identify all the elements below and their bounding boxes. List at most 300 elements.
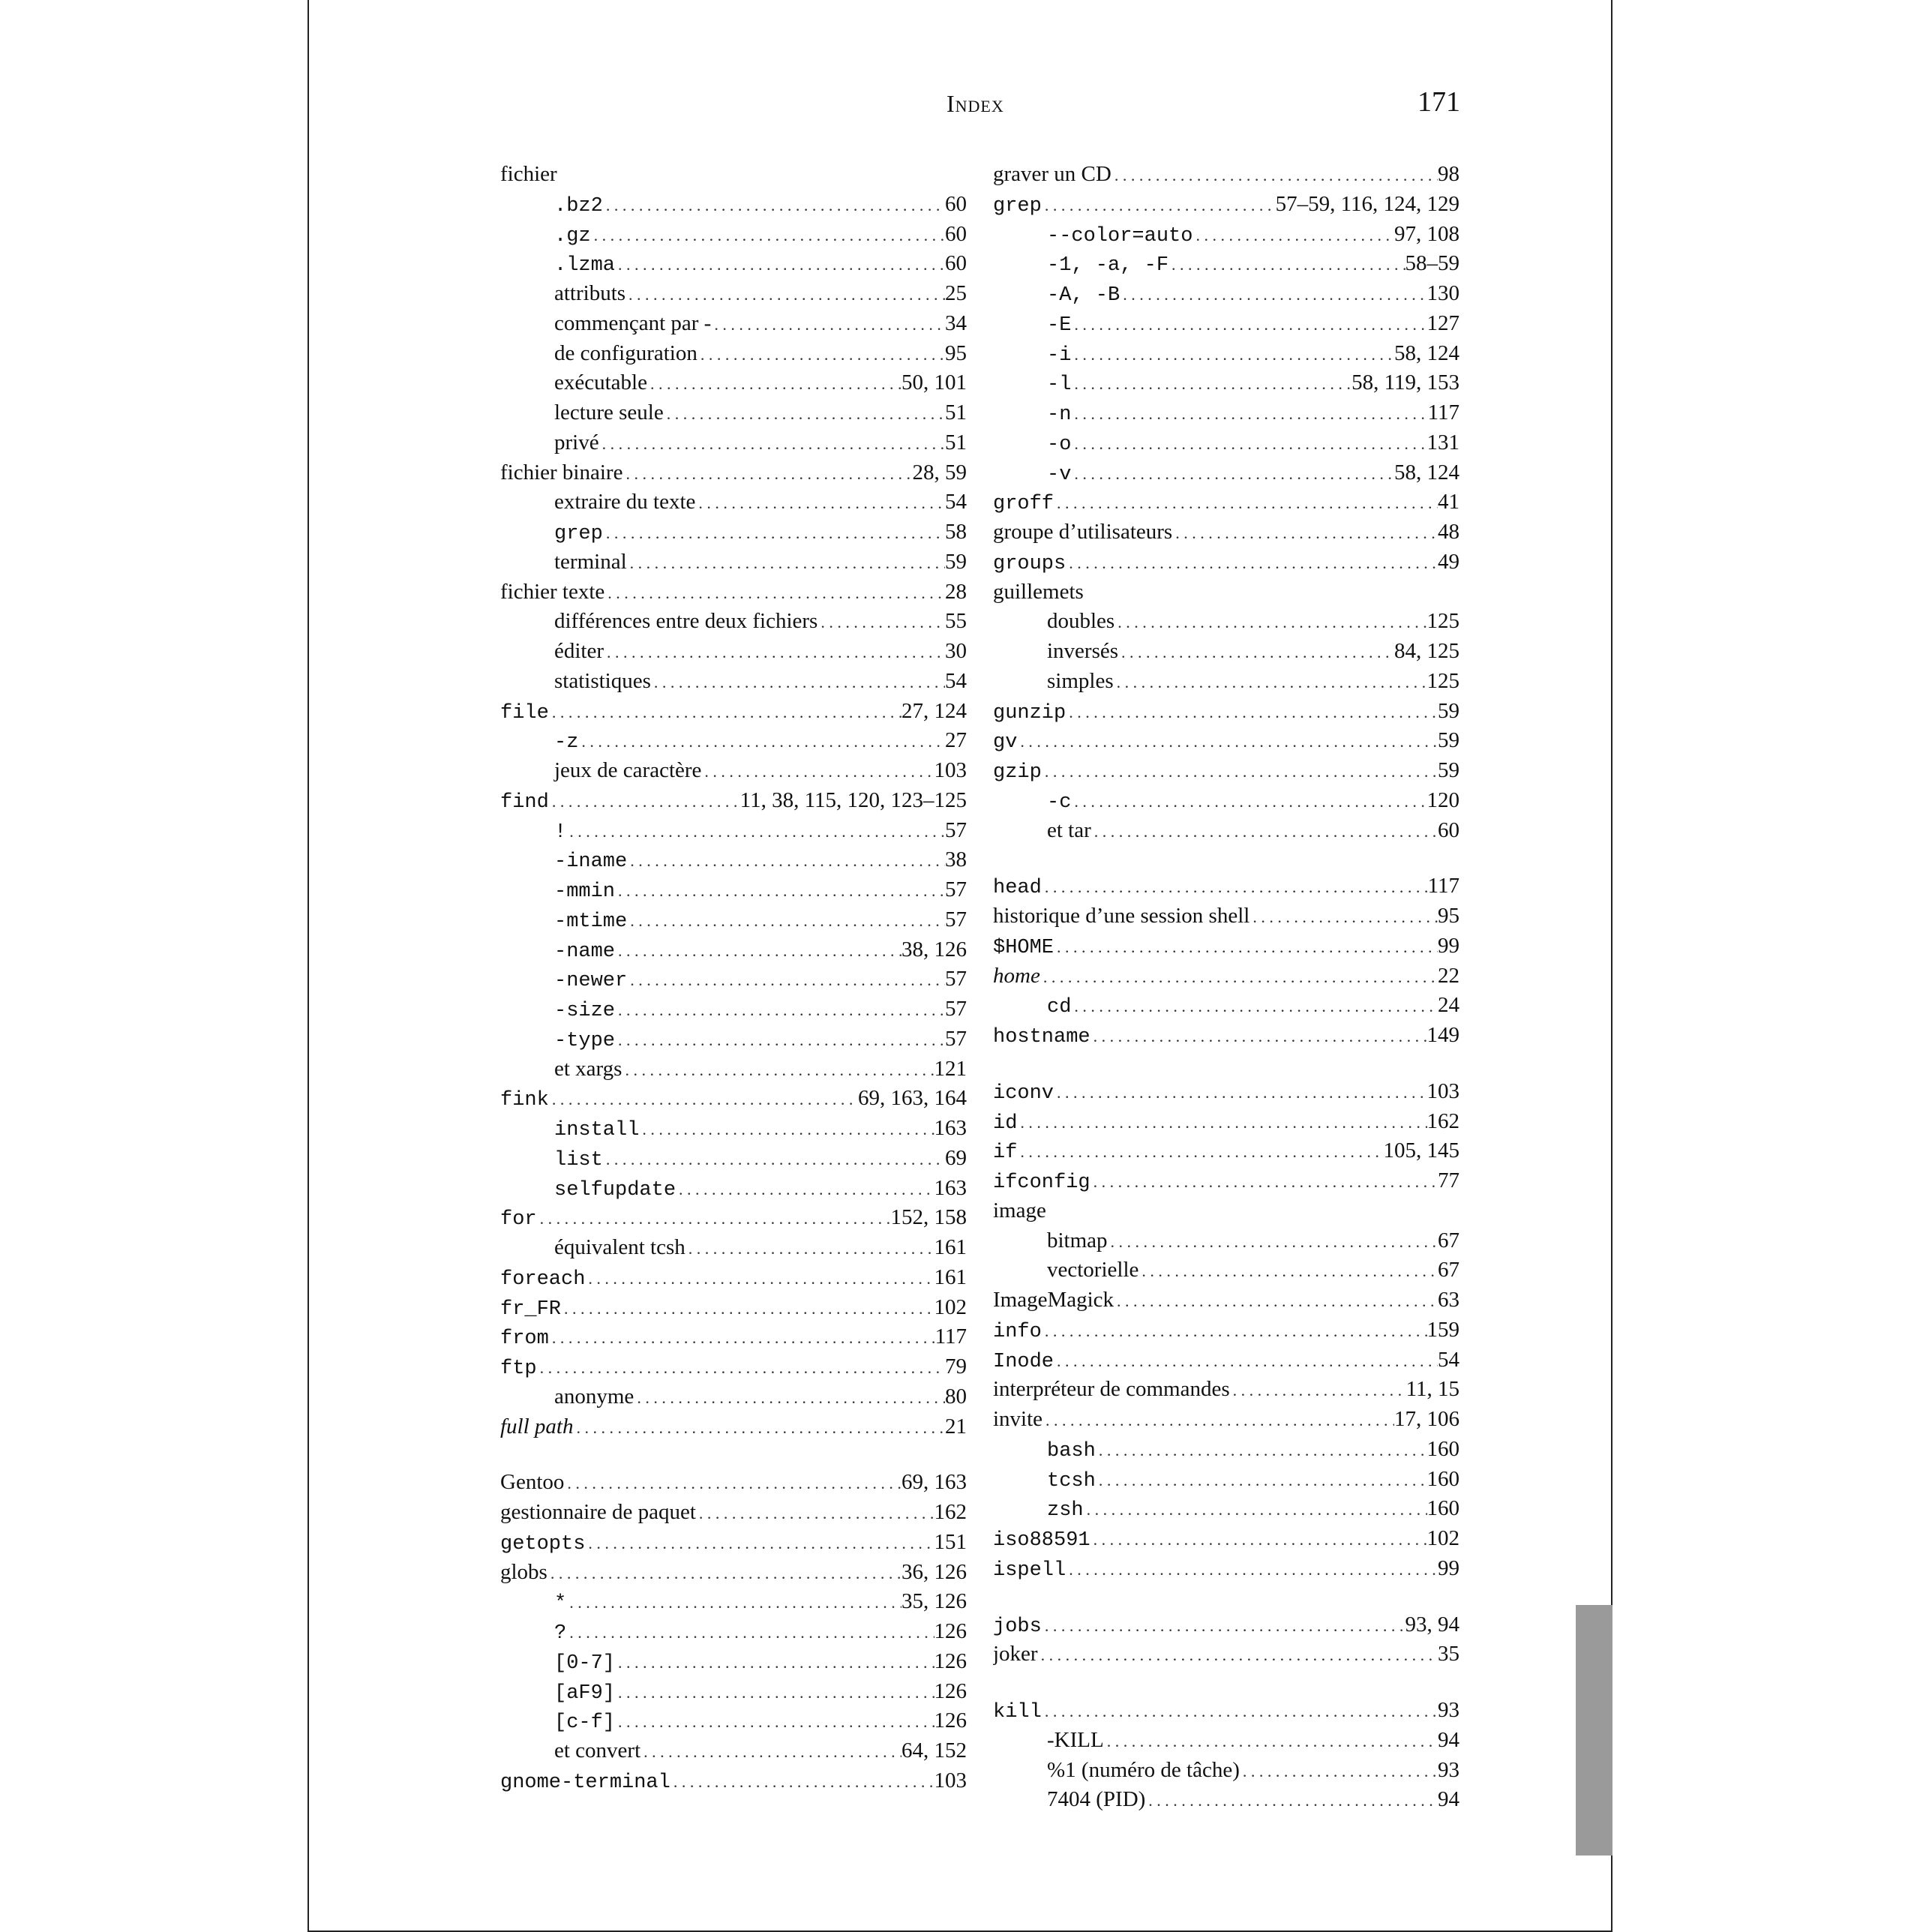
- index-page-refs: 24: [1438, 993, 1460, 1018]
- dot-leader: [599, 428, 945, 458]
- dot-leader: [537, 1203, 891, 1233]
- index-term: -1, -a, -F: [1047, 254, 1169, 278]
- dot-leader: [640, 1736, 902, 1766]
- index-entry: [500, 1468, 967, 1498]
- index-page-refs: 102: [934, 1294, 967, 1319]
- index-page-refs: 162: [1426, 1108, 1460, 1133]
- index-page-refs: 58, 124: [1394, 340, 1460, 365]
- dot-leader: [1120, 279, 1426, 309]
- dot-leader: [615, 935, 902, 965]
- index-term: invite: [993, 1407, 1043, 1431]
- index-term: getopts: [500, 1532, 586, 1556]
- index-entry: [993, 398, 1460, 428]
- index-entry: [993, 1465, 1460, 1495]
- index-entry: [500, 1054, 967, 1084]
- index-page-refs: 95: [1438, 904, 1460, 928]
- index-entry: [500, 190, 967, 220]
- index-entry: [993, 1405, 1460, 1435]
- index-page-refs: 57: [945, 818, 967, 842]
- dot-leader: [1071, 991, 1438, 1021]
- index-page-refs: 95: [945, 340, 967, 365]
- index-term: fichier: [500, 162, 557, 186]
- index-entry: [993, 1726, 1460, 1756]
- index-page-refs: 59: [1438, 728, 1460, 753]
- index-page-refs: 97, 108: [1394, 221, 1460, 246]
- index-term: historique d’une session shell: [993, 904, 1250, 928]
- dot-leader: [561, 1293, 934, 1323]
- dot-leader: [647, 368, 902, 398]
- index-page-refs: 69, 163, 164: [858, 1086, 967, 1111]
- index-term: image: [993, 1198, 1046, 1222]
- index-entry: [993, 1375, 1460, 1405]
- index-entry: [993, 667, 1460, 697]
- index-entry: [993, 1494, 1460, 1524]
- dot-leader: [627, 548, 945, 578]
- index-term: -E: [1047, 314, 1072, 337]
- index-entry: [993, 1524, 1460, 1554]
- index-term: -i: [1047, 344, 1072, 367]
- index-term: gzip: [993, 761, 1042, 784]
- index-entry: [993, 339, 1460, 369]
- dot-leader: [1138, 1256, 1438, 1286]
- index-entry: [500, 279, 967, 309]
- index-entry: [993, 1346, 1460, 1376]
- index-entry: [500, 1293, 967, 1323]
- index-term: iconv: [993, 1082, 1054, 1105]
- index-page-refs: 80: [945, 1384, 967, 1408]
- dot-leader: [1192, 220, 1394, 250]
- index-term: -v: [1047, 463, 1072, 486]
- index-page-refs: 120: [1426, 788, 1460, 812]
- index-term: .gz: [554, 224, 591, 248]
- index-page-refs: 57: [945, 967, 967, 992]
- index-entry: [500, 1498, 967, 1528]
- dot-leader: [578, 726, 945, 756]
- index-entry: [500, 1322, 967, 1352]
- index-entry: [500, 339, 967, 369]
- index-entry: [993, 1435, 1460, 1465]
- dot-leader: [1017, 1136, 1383, 1166]
- index-page-refs: 102: [1426, 1526, 1460, 1550]
- index-entry: [993, 932, 1460, 962]
- index-term: -o: [1047, 433, 1072, 456]
- index-term: groups: [993, 552, 1066, 575]
- dot-leader: [1168, 249, 1405, 279]
- dot-leader: [1172, 518, 1438, 548]
- dot-leader: [1071, 309, 1426, 339]
- index-term: [0-7]: [554, 1652, 616, 1675]
- index-term: full path: [500, 1414, 574, 1438]
- dot-leader: [604, 637, 945, 667]
- index-term: anonyme: [554, 1384, 634, 1408]
- index-term: .lzma: [554, 254, 616, 278]
- dot-leader: [585, 1528, 934, 1558]
- index-entry: [500, 548, 967, 578]
- index-page-refs: 48: [1438, 520, 1460, 544]
- index-term: cd: [1047, 996, 1072, 1019]
- dot-leader: [1042, 872, 1428, 902]
- index-entry: [993, 1554, 1460, 1584]
- index-term: gunzip: [993, 701, 1066, 724]
- dot-leader: [1090, 1166, 1438, 1196]
- index-page-refs: 60: [1438, 818, 1460, 842]
- index-page-refs: 59: [1438, 758, 1460, 782]
- index-entry: [993, 548, 1460, 578]
- index-term: grep: [993, 194, 1042, 218]
- index-term: -name: [554, 940, 616, 963]
- index-page-refs: 58, 119, 153: [1352, 370, 1460, 395]
- dot-leader: [537, 1352, 945, 1382]
- index-page-refs: 161: [934, 1264, 967, 1289]
- index-page-refs: 60: [945, 251, 967, 276]
- dot-leader: [615, 1647, 934, 1677]
- index-entry: [500, 488, 967, 518]
- index-entry: [500, 816, 967, 846]
- dot-leader: [698, 339, 945, 369]
- dot-leader: [651, 667, 945, 697]
- dot-leader: [603, 1144, 945, 1174]
- index-entry: [993, 1256, 1460, 1286]
- dot-leader: [627, 845, 945, 875]
- index-page-refs: 160: [1426, 1496, 1460, 1521]
- index-term: *: [554, 1592, 567, 1616]
- index-entry: [500, 220, 967, 250]
- thumb-index-tab: [1576, 1605, 1612, 1856]
- index-term: -type: [554, 1029, 616, 1052]
- index-entry: [500, 458, 967, 488]
- dot-leader: [1054, 1346, 1438, 1376]
- dot-leader: [549, 786, 740, 816]
- dot-leader: [615, 994, 945, 1024]
- dot-leader: [615, 1677, 934, 1707]
- index-term: groupe d’utilisateurs: [993, 520, 1173, 544]
- index-entry: [500, 1144, 967, 1174]
- index-page-refs: 57: [945, 878, 967, 902]
- index-entry: [500, 578, 967, 608]
- index-term: home: [993, 963, 1040, 988]
- index-entry: [500, 1352, 967, 1382]
- dot-leader: [627, 905, 945, 935]
- index-page-refs: 60: [945, 191, 967, 216]
- index-entry: [500, 935, 967, 965]
- dot-leader: [615, 249, 945, 279]
- index-term: -size: [554, 1000, 616, 1022]
- index-page-refs: 162: [934, 1500, 967, 1524]
- index-term: ftp: [500, 1358, 537, 1380]
- index-entry: [500, 845, 967, 875]
- dot-leader: [634, 1382, 945, 1412]
- index-term: inversés: [1047, 639, 1119, 663]
- index-entry: [993, 428, 1460, 458]
- index-page-refs: 60: [945, 221, 967, 246]
- index-term: privé: [554, 430, 599, 454]
- dot-leader: [1042, 1696, 1438, 1726]
- dot-leader: [1066, 548, 1438, 578]
- index-page-refs: 79: [945, 1354, 967, 1378]
- index-term: interpréteur de commandes: [993, 1377, 1230, 1402]
- dot-leader: [1230, 1375, 1406, 1405]
- index-entry: [993, 578, 1460, 608]
- index-term: ifconfig: [993, 1172, 1090, 1194]
- index-term: kill: [993, 1701, 1042, 1724]
- index-entry: [993, 1640, 1460, 1670]
- index-page-refs: 130: [1426, 281, 1460, 305]
- index-page-refs: 59: [1438, 698, 1460, 723]
- index-page-refs: 41: [1438, 490, 1460, 514]
- index-letter-gap: [993, 1051, 1460, 1077]
- dot-leader: [1091, 816, 1438, 846]
- index-entry: [993, 1136, 1460, 1166]
- index-entry: [500, 667, 967, 697]
- index-entry: [993, 1021, 1460, 1051]
- index-entry: [500, 368, 967, 398]
- index-entry: [500, 726, 967, 756]
- index-term: if: [993, 1142, 1018, 1165]
- index-term: statistiques: [554, 668, 651, 693]
- index-page-refs: 152, 158: [890, 1205, 967, 1230]
- index-term: -n: [1047, 404, 1072, 426]
- index-term: exécutable: [554, 370, 647, 395]
- index-entry: [500, 1233, 967, 1263]
- dot-leader: [686, 1233, 934, 1263]
- dot-leader: [604, 578, 945, 608]
- index-term: -KILL: [1047, 1727, 1104, 1752]
- index-term: --color=auto: [1047, 224, 1193, 248]
- index-entry: [500, 249, 967, 279]
- index-page-refs: 93, 94: [1405, 1612, 1460, 1636]
- index-entry: [993, 726, 1460, 756]
- index-term: [c-f]: [554, 1712, 616, 1735]
- index-page-refs: 98: [1438, 162, 1460, 186]
- index-page-refs: 99: [1438, 1556, 1460, 1580]
- index-page-refs: 11, 15: [1406, 1377, 1460, 1402]
- dot-leader: [1071, 368, 1352, 398]
- index-term: grep: [554, 523, 603, 545]
- index-page-refs: 38: [945, 848, 967, 872]
- index-page-refs: 57: [945, 1026, 967, 1051]
- index-page-refs: 28, 59: [912, 460, 967, 484]
- index-page-refs: 51: [945, 400, 967, 424]
- index-entry: [993, 637, 1460, 667]
- index-term: doubles: [1047, 609, 1115, 634]
- dot-leader: [549, 697, 902, 727]
- index-page-refs: 161: [934, 1235, 967, 1259]
- index-page-refs: 121: [934, 1056, 967, 1081]
- index-entry: [993, 1785, 1460, 1815]
- index-entry: [500, 1382, 967, 1412]
- index-term: from: [500, 1328, 549, 1351]
- index-entry: [500, 398, 967, 428]
- dot-leader: [627, 964, 945, 994]
- dot-leader: [566, 1617, 934, 1647]
- dot-leader: [711, 309, 945, 339]
- index-term: graver un CD: [993, 162, 1112, 186]
- running-head: Index: [946, 90, 1004, 117]
- index-entry: [500, 1174, 967, 1204]
- index-entry: [500, 1766, 967, 1796]
- index-term: éditer: [554, 639, 604, 663]
- index-page-refs: 127: [1426, 310, 1460, 335]
- index-entry: [500, 1677, 967, 1707]
- index-page-refs: 27: [945, 728, 967, 753]
- index-term: ispell: [993, 1558, 1066, 1582]
- dot-leader: [1042, 1610, 1406, 1640]
- index-term: zsh: [1047, 1499, 1084, 1522]
- index-page-refs: 54: [945, 668, 967, 693]
- dot-leader: [549, 1084, 858, 1114]
- index-term: commençant par -: [554, 310, 712, 335]
- dot-leader: [626, 279, 945, 309]
- index-page-refs: 64, 152: [902, 1738, 967, 1762]
- index-entry: [993, 962, 1460, 992]
- index-entry: [993, 488, 1460, 518]
- index-term: $HOME: [993, 936, 1054, 959]
- index-page-refs: 93: [1438, 1698, 1460, 1722]
- index-page-refs: 149: [1426, 1023, 1460, 1047]
- index-page-refs: 69, 163: [902, 1470, 967, 1495]
- dot-leader: [1042, 190, 1276, 220]
- index-entry: [993, 1077, 1460, 1107]
- index-term: gestionnaire de paquet: [500, 1500, 696, 1524]
- index-entry: [500, 1706, 967, 1736]
- index-entry: [500, 1587, 967, 1617]
- dot-leader: [1114, 667, 1427, 697]
- index-term: gv: [993, 731, 1018, 754]
- index-page-refs: 125: [1426, 668, 1460, 693]
- index-entry: [993, 991, 1460, 1021]
- dot-leader: [1071, 428, 1426, 458]
- index-page-refs: 160: [1426, 1466, 1460, 1491]
- index-entry: [993, 872, 1460, 902]
- index-page-refs: 54: [945, 490, 967, 514]
- index-term: -mtime: [554, 910, 628, 933]
- index-page-refs: 63: [1438, 1288, 1460, 1312]
- index-page-refs: 55: [945, 609, 967, 634]
- index-entry: [500, 1114, 967, 1144]
- index-entry: [500, 1528, 967, 1558]
- dot-leader: [1054, 932, 1438, 962]
- index-term: et convert: [554, 1738, 641, 1762]
- index-term: attributs: [554, 281, 626, 305]
- index-entry: [993, 1286, 1460, 1316]
- index-entry: [500, 1024, 967, 1054]
- index-page-refs: 126: [934, 1648, 967, 1673]
- index-entry: [500, 1558, 967, 1588]
- index-term: -iname: [554, 850, 628, 874]
- index-term: 7404 (PID): [1047, 1787, 1146, 1812]
- index-letter-gap: [993, 1670, 1460, 1696]
- index-page-refs: 159: [1426, 1317, 1460, 1342]
- dot-leader: [1104, 1726, 1438, 1756]
- dot-leader: [1071, 398, 1427, 428]
- index-column-left: [500, 160, 967, 1796]
- index-page-refs: 57–59, 116, 124, 129: [1275, 191, 1460, 216]
- index-term: for: [500, 1208, 537, 1232]
- dot-leader: [1042, 1316, 1427, 1346]
- index-page-refs: 93: [1438, 1757, 1460, 1782]
- index-entry: [500, 1203, 967, 1233]
- dot-leader: [548, 1558, 902, 1588]
- index-page-refs: 17, 106: [1394, 1407, 1460, 1431]
- index-page-refs: 67: [1438, 1228, 1460, 1252]
- index-term: id: [993, 1112, 1018, 1135]
- index-term: head: [993, 877, 1042, 900]
- index-term: %1 (numéro de tâche): [1047, 1757, 1240, 1782]
- index-page-refs: 103: [934, 758, 967, 782]
- index-entry: [500, 607, 967, 637]
- index-page-refs: 131: [1426, 430, 1460, 454]
- dot-leader: [639, 1114, 934, 1144]
- index-term: -l: [1047, 374, 1072, 397]
- index-entry: [993, 607, 1460, 637]
- dot-leader: [1066, 697, 1438, 727]
- index-entry: [500, 875, 967, 905]
- index-entry: [993, 1196, 1460, 1226]
- index-page-refs: 163: [934, 1175, 967, 1200]
- dot-leader: [670, 1766, 934, 1796]
- index-page-refs: 59: [945, 549, 967, 574]
- dot-leader: [615, 875, 945, 905]
- index-term: fink: [500, 1089, 549, 1112]
- index-column-right: [993, 160, 1460, 1815]
- index-term: différences entre deux fichiers: [554, 609, 818, 634]
- index-entry: [500, 1617, 967, 1647]
- index-letter-gap: [993, 1584, 1460, 1610]
- index-entry: [500, 994, 967, 1024]
- index-term: !: [554, 820, 567, 844]
- dot-leader: [1071, 339, 1394, 369]
- index-page-refs: 151: [934, 1529, 967, 1554]
- dot-leader: [622, 1054, 934, 1084]
- index-term: bash: [1047, 1439, 1096, 1462]
- index-page-refs: 36, 126: [902, 1559, 967, 1584]
- index-entry: [993, 518, 1460, 548]
- dot-leader: [1090, 1524, 1427, 1554]
- dot-leader: [549, 1322, 935, 1352]
- index-entry: [993, 220, 1460, 250]
- index-term: -newer: [554, 970, 628, 993]
- dot-leader: [1040, 962, 1438, 992]
- index-entry: [993, 1316, 1460, 1346]
- index-term: fichier binaire: [500, 460, 623, 484]
- index-page-refs: 103: [934, 1768, 967, 1792]
- index-page-refs: 27, 124: [902, 698, 967, 723]
- index-page-refs: 57: [945, 907, 967, 932]
- index-entry: [500, 428, 967, 458]
- index-page-refs: 105, 145: [1383, 1138, 1460, 1163]
- index-term: guillemets: [993, 579, 1084, 604]
- index-term: install: [554, 1119, 640, 1142]
- index-page-refs: 54: [1438, 1347, 1460, 1372]
- index-term: iso88591: [993, 1529, 1090, 1552]
- index-letter-gap: [993, 845, 1460, 872]
- index-page-refs: 38, 126: [902, 937, 967, 962]
- dot-leader: [696, 1498, 934, 1528]
- index-page-refs: 103: [1426, 1078, 1460, 1103]
- index-entry: [500, 905, 967, 935]
- index-entry: [500, 1412, 967, 1442]
- dot-leader: [1114, 1286, 1438, 1316]
- index-term: globs: [500, 1559, 548, 1584]
- index-page-refs: 25: [945, 281, 967, 305]
- index-page-refs: 117: [1427, 874, 1460, 898]
- index-entry: [993, 902, 1460, 932]
- index-entry: [500, 786, 967, 816]
- index-entry: [993, 368, 1460, 398]
- dot-leader: [1250, 902, 1438, 932]
- index-term: hostname: [993, 1026, 1090, 1048]
- dot-leader: [585, 1263, 934, 1293]
